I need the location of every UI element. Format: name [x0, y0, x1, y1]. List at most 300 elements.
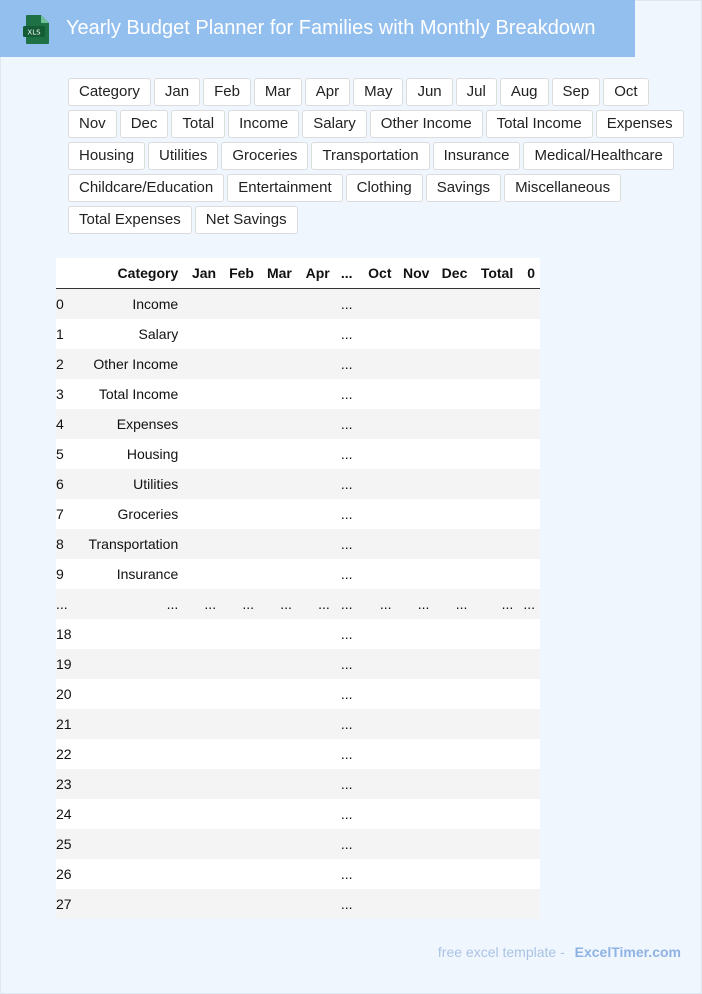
table-cell — [518, 859, 540, 889]
table-cell — [518, 649, 540, 679]
footer-text: free excel template - — [437, 944, 565, 960]
table-cell — [359, 439, 397, 469]
column-header: Category — [74, 258, 184, 289]
column-chip[interactable]: Utilities — [148, 142, 218, 170]
category-cell — [74, 649, 184, 679]
column-chip[interactable]: Groceries — [221, 142, 308, 170]
column-chip[interactable]: Jan — [154, 78, 200, 106]
table-cell — [434, 679, 472, 709]
table-cell — [472, 829, 518, 859]
column-chip[interactable]: Childcare/Education — [68, 174, 224, 202]
table-cell — [259, 739, 297, 769]
table-cell — [472, 439, 518, 469]
table-cell — [472, 619, 518, 649]
table-cell — [397, 709, 435, 739]
table-cell — [518, 409, 540, 439]
table-row — [56, 859, 540, 889]
table-cell — [359, 469, 397, 499]
row-index-cell: 8 — [56, 529, 74, 559]
column-chip-list — [68, 78, 693, 234]
table-row — [56, 469, 540, 499]
table-cell — [434, 349, 472, 379]
table-cell — [434, 859, 472, 889]
table-cell — [472, 559, 518, 589]
column-header: Total — [472, 258, 518, 289]
table-cell — [221, 859, 259, 889]
table-cell — [221, 679, 259, 709]
row-index-cell: 27 — [56, 889, 74, 919]
table-cell — [518, 769, 540, 799]
table-cell — [434, 499, 472, 529]
column-chip[interactable]: Total Income — [486, 110, 593, 138]
table-cell — [397, 829, 435, 859]
table-cell: ... — [335, 559, 359, 589]
column-header: Feb — [221, 258, 259, 289]
table-cell — [359, 889, 397, 919]
table-cell — [472, 499, 518, 529]
table-row — [56, 319, 540, 349]
column-chip[interactable]: Total Expenses — [68, 206, 192, 234]
table-cell — [259, 439, 297, 469]
table-cell — [183, 649, 221, 679]
table-cell — [221, 379, 259, 409]
table-cell — [221, 559, 259, 589]
table-cell — [297, 289, 335, 320]
table-cell — [397, 289, 435, 320]
table-cell — [259, 499, 297, 529]
table-cell — [259, 709, 297, 739]
table-cell: ... — [335, 769, 359, 799]
table-cell — [183, 829, 221, 859]
column-chip[interactable]: Apr — [305, 78, 350, 106]
table-cell — [221, 499, 259, 529]
footer — [438, 944, 681, 960]
table-cell — [434, 739, 472, 769]
table-body — [56, 289, 540, 920]
table-cell — [297, 499, 335, 529]
table-cell — [397, 499, 435, 529]
table-cell — [434, 649, 472, 679]
table-cell — [518, 679, 540, 709]
category-cell: Income — [74, 289, 184, 320]
table-cell — [359, 679, 397, 709]
row-index-cell: 25 — [56, 829, 74, 859]
table-cell — [518, 709, 540, 739]
table-cell — [397, 319, 435, 349]
table-cell — [259, 829, 297, 859]
page-title: Yearly Budget Planner for Families with Monthly Breakdown — [66, 17, 596, 39]
table-row — [56, 799, 540, 829]
row-index-cell: 1 — [56, 319, 74, 349]
column-header: Oct — [359, 258, 397, 289]
table-cell — [297, 739, 335, 769]
table-cell — [518, 619, 540, 649]
table-cell — [518, 319, 540, 349]
table-row — [56, 379, 540, 409]
table-cell — [472, 709, 518, 739]
table-cell — [397, 409, 435, 439]
column-chip[interactable]: Salary — [302, 110, 367, 138]
table-cell: ... — [335, 889, 359, 919]
table-row — [56, 589, 540, 619]
table-cell — [434, 379, 472, 409]
table-cell — [259, 349, 297, 379]
table-cell — [472, 409, 518, 439]
table-cell — [434, 619, 472, 649]
column-header: Apr — [297, 258, 335, 289]
row-index-cell: 26 — [56, 859, 74, 889]
table-cell — [183, 499, 221, 529]
column-chip[interactable]: Net Savings — [195, 206, 298, 234]
column-chip[interactable]: Medical/Healthcare — [523, 142, 673, 170]
table-cell — [221, 409, 259, 439]
table-cell — [183, 379, 221, 409]
table-cell — [472, 769, 518, 799]
category-cell: ... — [74, 589, 184, 619]
column-chip[interactable]: Miscellaneous — [504, 174, 621, 202]
column-chip[interactable]: Feb — [203, 78, 251, 106]
table-cell — [359, 799, 397, 829]
table-cell: ... — [397, 589, 435, 619]
table-cell — [397, 349, 435, 379]
table-cell — [518, 829, 540, 859]
table-cell — [259, 319, 297, 349]
table-cell — [259, 649, 297, 679]
table-cell — [221, 619, 259, 649]
table-cell — [518, 799, 540, 829]
table-cell — [518, 559, 540, 589]
row-index-cell: 2 — [56, 349, 74, 379]
column-chip[interactable]: Oct — [603, 78, 648, 106]
table-cell — [183, 409, 221, 439]
table-cell — [397, 439, 435, 469]
category-cell: Transportation — [74, 529, 184, 559]
table-cell — [221, 469, 259, 499]
table-cell — [259, 379, 297, 409]
table-cell — [518, 529, 540, 559]
table-cell — [518, 289, 540, 320]
table-cell — [397, 469, 435, 499]
row-index-cell: 0 — [56, 289, 74, 320]
row-index-cell: 9 — [56, 559, 74, 589]
table-cell — [359, 769, 397, 799]
table-row — [56, 739, 540, 769]
row-index-cell: 19 — [56, 649, 74, 679]
table-cell — [397, 529, 435, 559]
column-chip[interactable]: Nov — [68, 110, 117, 138]
table-cell — [297, 439, 335, 469]
table-cell — [359, 379, 397, 409]
table-cell — [259, 529, 297, 559]
table-cell — [434, 409, 472, 439]
table-cell — [472, 649, 518, 679]
table-cell — [297, 409, 335, 439]
table-cell — [221, 829, 259, 859]
table-cell — [359, 739, 397, 769]
table-cell — [434, 799, 472, 829]
table-cell — [472, 319, 518, 349]
table-cell — [183, 679, 221, 709]
table-cell — [221, 649, 259, 679]
table-cell — [359, 649, 397, 679]
table-cell — [183, 889, 221, 919]
table-cell — [221, 349, 259, 379]
table-cell — [359, 859, 397, 889]
table-cell — [518, 499, 540, 529]
table-cell — [434, 289, 472, 320]
category-cell: Insurance — [74, 559, 184, 589]
row-index-cell: 18 — [56, 619, 74, 649]
table-cell: ... — [335, 799, 359, 829]
table-cell — [472, 289, 518, 320]
table-row — [56, 829, 540, 859]
table-cell — [259, 889, 297, 919]
table-cell — [518, 349, 540, 379]
column-chip[interactable]: Housing — [68, 142, 145, 170]
table-cell — [434, 439, 472, 469]
table-cell — [297, 679, 335, 709]
table-cell — [472, 739, 518, 769]
table-cell — [472, 799, 518, 829]
category-cell — [74, 709, 184, 739]
table-cell — [183, 439, 221, 469]
table-cell — [397, 859, 435, 889]
table-cell — [297, 769, 335, 799]
column-chip[interactable]: Savings — [426, 174, 501, 202]
table-cell — [259, 409, 297, 439]
table-row — [56, 409, 540, 439]
table-cell: ... — [297, 589, 335, 619]
table-cell: ... — [335, 589, 359, 619]
table-cell — [297, 349, 335, 379]
table-cell: ... — [335, 349, 359, 379]
row-index-cell: ... — [56, 589, 74, 619]
category-cell: Expenses — [74, 409, 184, 439]
table-cell — [472, 679, 518, 709]
column-chip[interactable]: Jun — [406, 78, 452, 106]
table-cell — [434, 769, 472, 799]
table-cell — [221, 529, 259, 559]
table-cell: ... — [518, 589, 540, 619]
table-cell — [183, 469, 221, 499]
table-cell — [434, 319, 472, 349]
category-cell: Housing — [74, 439, 184, 469]
table-cell — [472, 379, 518, 409]
table-cell — [183, 799, 221, 829]
table-cell — [472, 349, 518, 379]
table-row — [56, 349, 540, 379]
table-cell — [297, 889, 335, 919]
table-cell — [183, 319, 221, 349]
table-cell — [397, 619, 435, 649]
table-cell: ... — [335, 469, 359, 499]
table-row — [56, 649, 540, 679]
category-cell — [74, 739, 184, 769]
table-cell — [183, 559, 221, 589]
table-cell — [434, 469, 472, 499]
table-cell — [259, 799, 297, 829]
table-cell — [472, 889, 518, 919]
column-chip[interactable]: Income — [228, 110, 299, 138]
row-index-cell: 21 — [56, 709, 74, 739]
category-cell: Total Income — [74, 379, 184, 409]
column-chip[interactable]: Total — [171, 110, 225, 138]
table-cell: ... — [335, 319, 359, 349]
table-cell: ... — [183, 589, 221, 619]
table-cell — [297, 649, 335, 679]
table-cell — [518, 739, 540, 769]
budget-table — [56, 258, 540, 919]
table-cell: ... — [335, 619, 359, 649]
table-cell — [259, 469, 297, 499]
table-cell — [297, 619, 335, 649]
table-cell — [397, 559, 435, 589]
table-cell — [297, 859, 335, 889]
table-cell — [183, 529, 221, 559]
table-cell: ... — [335, 499, 359, 529]
table-cell — [359, 529, 397, 559]
row-index-cell: 5 — [56, 439, 74, 469]
category-cell — [74, 619, 184, 649]
table-cell — [259, 559, 297, 589]
table-cell: ... — [335, 829, 359, 859]
table-cell — [221, 319, 259, 349]
table-cell — [359, 289, 397, 320]
category-cell — [74, 799, 184, 829]
table-cell — [434, 559, 472, 589]
column-chip[interactable]: Other Income — [370, 110, 483, 138]
table-cell — [297, 379, 335, 409]
table-cell: ... — [335, 439, 359, 469]
column-chip[interactable]: Expenses — [596, 110, 684, 138]
table-cell — [359, 619, 397, 649]
table-cell — [359, 559, 397, 589]
category-cell — [74, 889, 184, 919]
row-index-cell: 20 — [56, 679, 74, 709]
table-cell — [472, 469, 518, 499]
column-header: ... — [335, 258, 359, 289]
table-cell — [359, 709, 397, 739]
column-header: Nov — [397, 258, 435, 289]
table-cell: ... — [335, 379, 359, 409]
footer-brand-link[interactable]: ExcelTimer.com — [574, 944, 681, 960]
table-cell — [359, 829, 397, 859]
table-cell — [221, 769, 259, 799]
table-cell — [221, 439, 259, 469]
table-cell — [183, 769, 221, 799]
column-chip[interactable]: Aug — [500, 78, 549, 106]
row-index-cell: 3 — [56, 379, 74, 409]
table-row — [56, 889, 540, 919]
table-row — [56, 529, 540, 559]
table-row — [56, 499, 540, 529]
table-cell — [397, 379, 435, 409]
table-cell: ... — [335, 859, 359, 889]
column-header — [56, 258, 74, 289]
table-cell — [297, 529, 335, 559]
table-cell — [397, 679, 435, 709]
table-cell — [397, 739, 435, 769]
category-cell: Salary — [74, 319, 184, 349]
table-cell — [183, 859, 221, 889]
table-cell — [359, 409, 397, 439]
category-cell — [74, 859, 184, 889]
row-index-cell: 24 — [56, 799, 74, 829]
category-cell: Other Income — [74, 349, 184, 379]
table-cell — [259, 679, 297, 709]
table-cell: ... — [335, 529, 359, 559]
column-chip[interactable]: Clothing — [346, 174, 423, 202]
table-cell — [397, 889, 435, 919]
table-cell — [183, 619, 221, 649]
column-header: Jan — [183, 258, 221, 289]
table-cell — [359, 499, 397, 529]
table-cell — [518, 889, 540, 919]
table-cell — [472, 859, 518, 889]
column-chip[interactable]: Entertainment — [227, 174, 342, 202]
table-cell — [259, 859, 297, 889]
table-cell — [434, 829, 472, 859]
column-chip[interactable]: Mar — [254, 78, 302, 106]
table-row — [56, 769, 540, 799]
table-cell: ... — [434, 589, 472, 619]
table-cell — [297, 469, 335, 499]
budget-table-container — [56, 258, 552, 920]
row-index-cell: 6 — [56, 469, 74, 499]
column-chip[interactable]: Dec — [120, 110, 169, 138]
column-header: 0 — [518, 258, 540, 289]
column-chip[interactable]: Jul — [456, 78, 497, 106]
table-cell — [259, 769, 297, 799]
table-cell — [297, 319, 335, 349]
table-cell: ... — [335, 739, 359, 769]
table-cell — [183, 289, 221, 320]
table-cell — [221, 739, 259, 769]
table-cell: ... — [359, 589, 397, 619]
column-chip[interactable]: Transportation — [311, 142, 429, 170]
category-cell — [74, 829, 184, 859]
column-chip[interactable]: Sep — [552, 78, 601, 106]
table-row — [56, 439, 540, 469]
column-chip[interactable]: May — [353, 78, 403, 106]
table-cell — [183, 349, 221, 379]
row-index-cell: 23 — [56, 769, 74, 799]
table-cell — [259, 619, 297, 649]
table-cell — [297, 829, 335, 859]
table-row — [56, 679, 540, 709]
table-cell: ... — [221, 589, 259, 619]
table-cell — [434, 529, 472, 559]
table-cell: ... — [335, 409, 359, 439]
table-cell: ... — [335, 679, 359, 709]
table-cell — [183, 709, 221, 739]
column-chip[interactable]: Insurance — [433, 142, 521, 170]
category-cell: Groceries — [74, 499, 184, 529]
category-cell — [74, 769, 184, 799]
column-chip[interactable]: Category — [68, 78, 151, 106]
table-cell — [518, 379, 540, 409]
table-cell — [397, 649, 435, 679]
table-cell — [359, 319, 397, 349]
table-cell — [397, 769, 435, 799]
table-cell — [221, 289, 259, 320]
table-cell — [518, 439, 540, 469]
table-cell — [297, 559, 335, 589]
table-cell: ... — [335, 649, 359, 679]
table-cell: ... — [259, 589, 297, 619]
table-cell — [434, 889, 472, 919]
table-row — [56, 559, 540, 589]
